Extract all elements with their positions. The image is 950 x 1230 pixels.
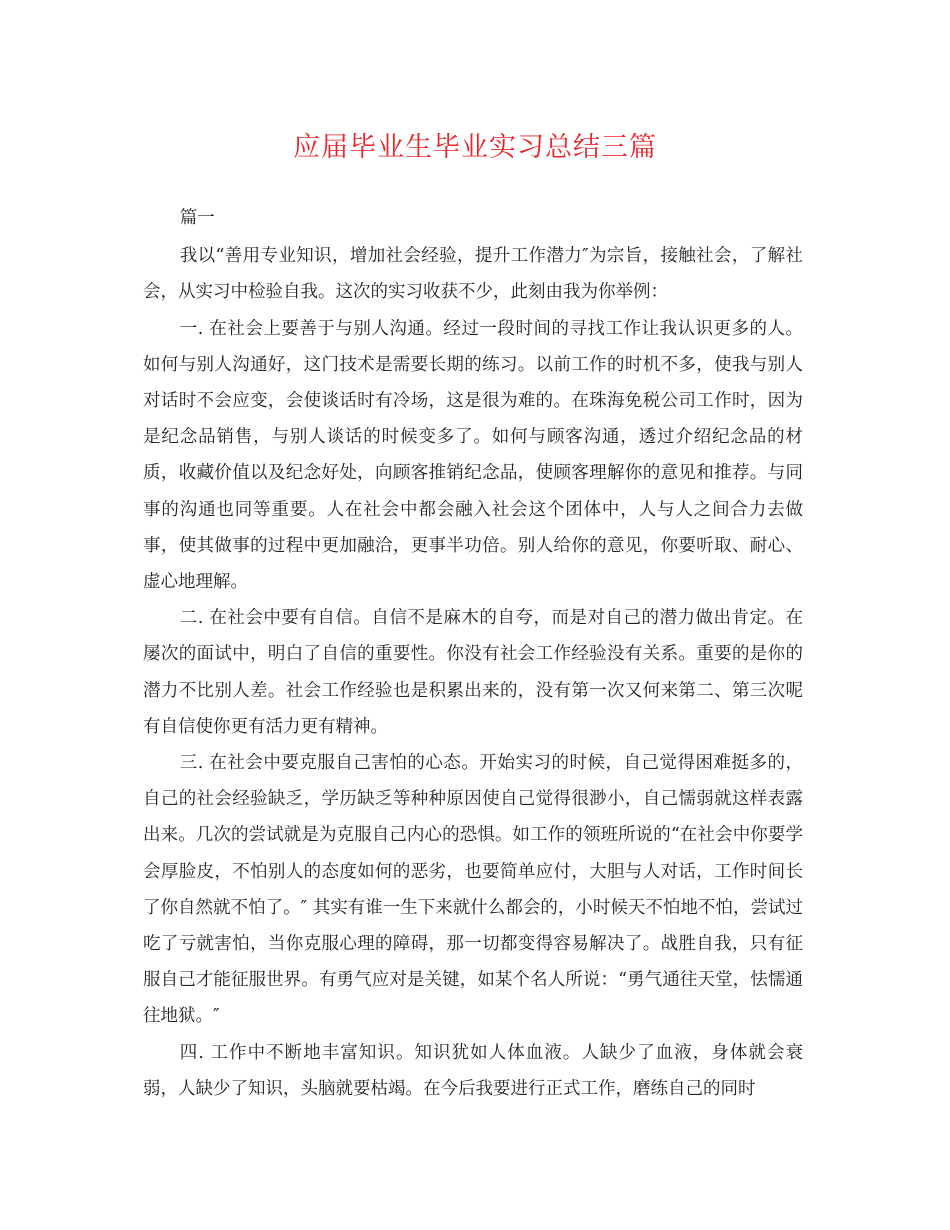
paragraph-point-2: 二. 在社会中要有自信。自信不是麻木的自夸，而是对自己的潜力做出肯定。在屡次的面试中，明白了自信的重要性。你没有社会工作经验没有关系。重要的是你的潜力不比别人差。社会工作经验也是积累出来的，没有第一次又何来第二、第三次呢有自信使你更有活力更有精神。 — [143, 608, 803, 737]
paragraph-point-1: 一. 在社会上要善于与别人沟通。经过一段时间的寻找工作让我认识更多的人。如何与别人沟通好，这门技术是需要长期的练习。以前工作的时机不多，使我与别人对话时不会应变，会使谈话时有冷场，这是很为难的。在珠海免税公司工作时，因为是纪念品销售，与别人谈话的时候变多了。如何与顾客沟通，透过介绍纪念品的材质，收藏价值以及纪念好处，向顾客推销纪念品，使顾客理解你的意见和推荐。与同事的沟通也同等重要。人在社会中都会融入社会这个团体中，人与人之间合力去做事，使其做事的过程中更加融洽，更事半功倍。别人给你的意见，你要听取、耐心、虚心地理解。 — [143, 318, 803, 593]
paragraph-intro: 我以“善用专业知识，增加社会经验，提升工作潜力″为宗旨，接触社会，了解社会，从实习中检验自我。这次的实习收获不少，此刻由我为你举例： — [143, 246, 803, 303]
document-title: 应届毕业生毕业实习总结三篇 — [293, 132, 657, 163]
paragraph-point-4: 四. 工作中不断地丰富知识。知识犹如人体血液。人缺少了血液，身体就会衰弱，人缺少了知识，头脑就要枯竭。在今后我要进行正式工作，磨练自己的同时 — [143, 1042, 803, 1099]
section-label: 篇一 — [179, 208, 215, 228]
paragraph-point-3: 三. 在社会中要克服自己害怕的心态。开始实习的时候，自己觉得困难挺多的，自己的社会经验缺乏，学历缺乏等种种原因使自己觉得很渺小，自己懦弱就这样表露出来。几次的尝试就是为克服自己内心的恐惧。如工作的领班所说的“在社会中你要学会厚脸皮，不怕别人的态度如何的恶劣，也要简单应付，大胆与人对话，工作时间长了你自然就不怕了。″ 其实有谁一生下来就什么都会的，小时候天不怕地不怕，尝试过吃了亏就害怕，当你克服心理的障碍，那一切都变得容易解决了。战胜自我，只有征服自己才能征服世界。有勇气应对是关键，如某个名人所说：“勇气通往天堂，怯懦通往地狱。″ — [143, 753, 803, 1027]
document-body — [143, 200, 803, 1107]
